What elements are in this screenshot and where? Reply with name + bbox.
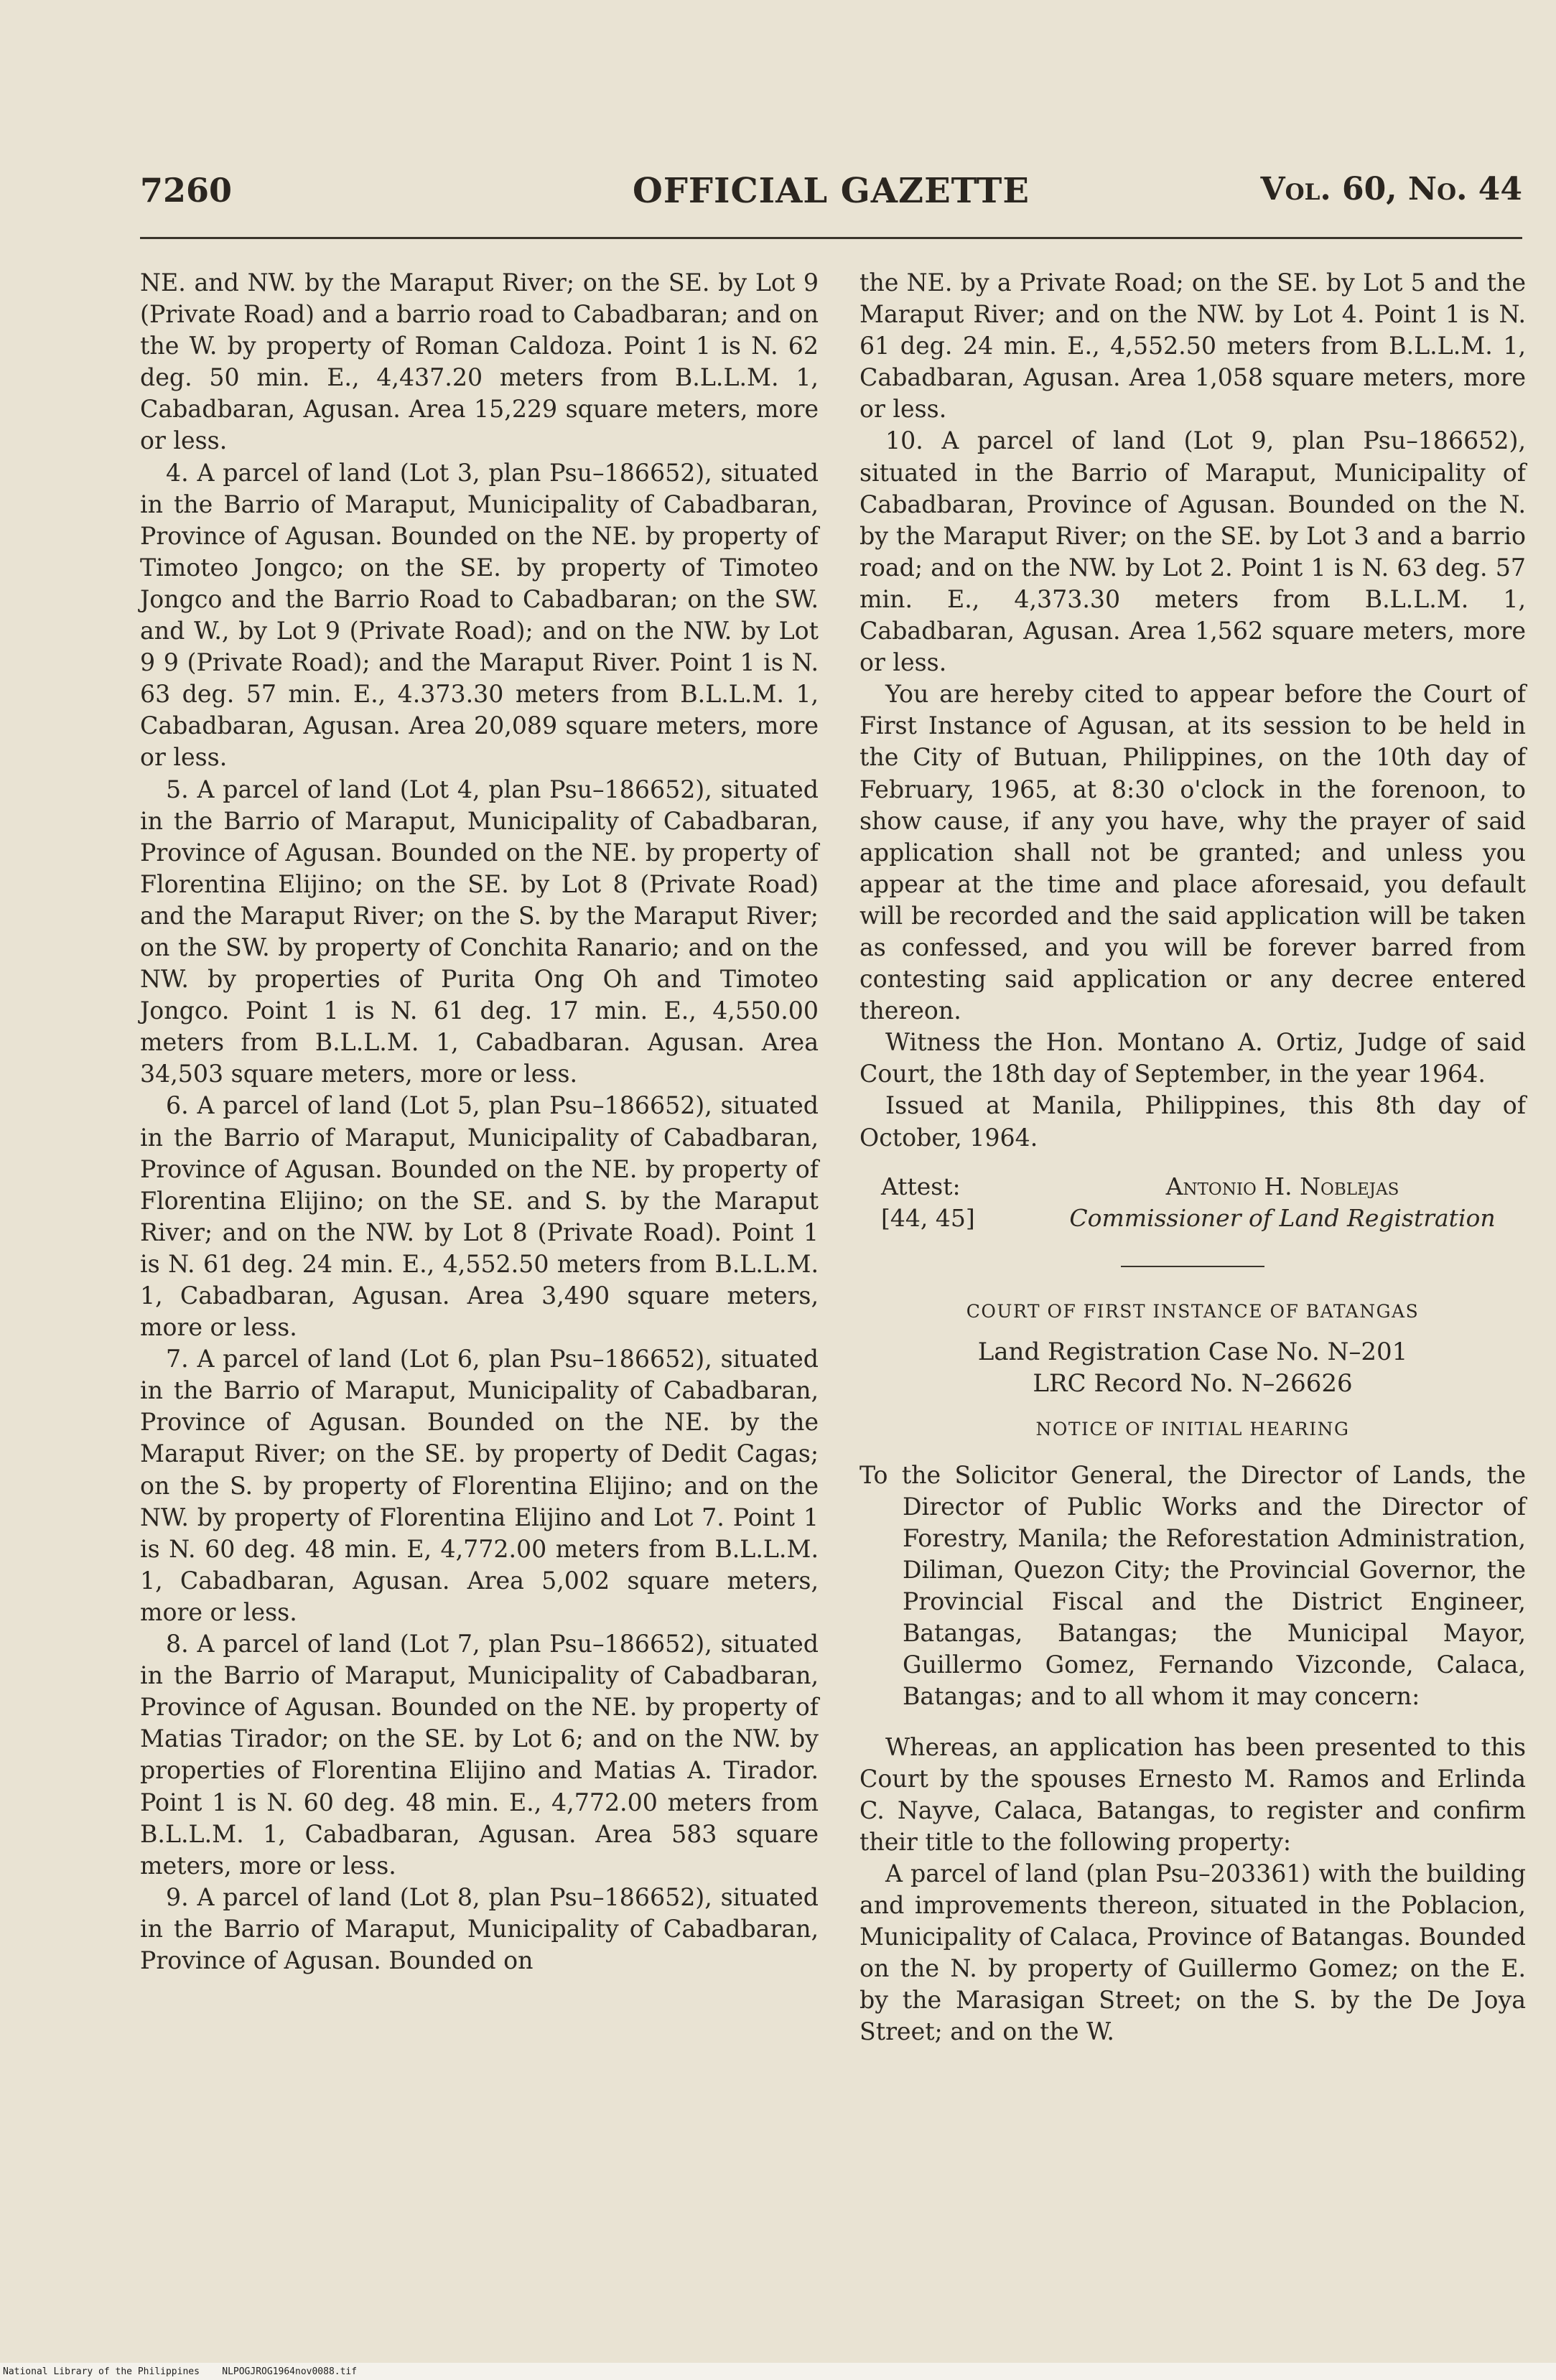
issue-reference: [44, 45] — [881, 1203, 975, 1232]
paragraph: 9. A parcel of land (Lot 8, plan Psu–186652), situated in the Barrio of Maraput, Municipality of Cabadbaran, Province of Agusan. Bounded on — [140, 1882, 819, 1974]
page-header — [140, 171, 1522, 221]
paragraph: the NE. by a Private Road; on the SE. by Lot 5 and the Maraput River; and on the NW. by Lot 4. Point 1 is N. 61 deg. 24 min. E., 4,552.50 meters from B.L.L.M. 1, Cabadbaran, Agusan. Area 1,058 square meters, more or less. — [859, 269, 1526, 424]
paragraph: 6. A parcel of land (Lot 5, plan Psu–186652), situated in the Barrio of Maraput, Municipality of Cabadbaran, Province of Agusan. Bounded on the NE. by property of Florentina Elijino; on the SE. and S. by the Maraput River; and on the NW. by Lot 8 (Private Road). Point 1 is N. 61 deg. 24 min. E., 4,552.50 meters from B.L.L.M. 1, Cabadbaran, Agusan. Area 3,490 square meters, more or less. — [140, 1091, 819, 1342]
header-rule — [140, 237, 1522, 239]
signer-title: Commissioner of Land Registration — [1069, 1203, 1496, 1232]
paragraph: Issued at Manila, Philippines, this 8th day of October, 1964. — [859, 1091, 1526, 1152]
scan-footer-text — [3, 2366, 357, 2377]
paragraph: 7. A parcel of land (Lot 6, plan Psu–186652), situated in the Barrio of Maraput, Municipality of Cabadbaran, Province of Agusan. Bounded on the NE. by the Maraput River; on the SE. by property of Dedit Cagas; on the S. by property of Florentina Elijino; and on the NW. by property of Florentina Elijino and Lot 7. Point 1 is N. 60 deg. 48 min. E, 4,772.00 meters from B.L.L.M. 1, Cabadbaran, Agusan. Area 5,002 square meters, more or less. — [140, 1345, 819, 1626]
footer-file: NLPOGJROG1964nov0088.tif — [222, 2366, 358, 2377]
left-column — [140, 267, 819, 1977]
page-number: 7260 — [140, 171, 233, 210]
signer-name: Antonio H. Noblejas — [1165, 1172, 1399, 1200]
footer-library: National Library of the Philippines — [3, 2366, 200, 2377]
court-heading: COURT OF FIRST INSTANCE OF BATANGAS — [966, 1300, 1420, 1322]
attest-label: Attest: — [881, 1172, 961, 1200]
publication-title: OFFICIAL GAZETTE — [633, 171, 1030, 211]
paragraph: You are hereby cited to appear before the Court of First Instance of Agusan, at its session to be held in the City of Butuan, Philippines, on the 10th day of February, 1965, at 8:30 o'clock in the forenoon, to show cause, if any you have, why the prayer of said application shall not be granted; and unless you appear at the time and place aforesaid, you default will be recorded and the said application will be taken as confessed, and you will be forever barred from contesting said application or any decree entered thereon. — [859, 680, 1526, 1025]
addressees-paragraph: To the Solicitor General, the Director of Lands, the Director of Public Works and the Director of Forestry, Manila; the Reforestation Administration, Diliman, Quezon City; the Provincial Governor, the Provincial Fiscal and the District Engineer, Batangas, Batangas; the Municipal Mayor, Guillermo Gomez, Fernando Vizconde, Calaca, Batangas; and to all whom it may concern: — [859, 1460, 1526, 1711]
paragraph: A parcel of land (plan Psu–203361) with the building and improvements thereon, situated in the Poblacion, Municipality of Calaca, Province of Batangas. Bounded on the N. by property of Guillermo Gomez; on the E. by the Marasigan Street; on the S. by the De Joya Street; and on the W. — [859, 1859, 1526, 2046]
record-number: LRC Record No. N–26626 — [1033, 1368, 1353, 1398]
paragraph: Whereas, an application has been presented to this Court by the spouses Ernesto M. Ramos and Erlinda C. Nayve, Calaca, Batangas, to register and confirm their title to the following property: — [859, 1732, 1526, 1856]
paragraph: Witness the Hon. Montano A. Ortiz, Judge of said Court, the 18th day of September, in the year 1964. — [859, 1028, 1526, 1088]
volume-number: Vol. 60, No. 44 — [1260, 171, 1522, 207]
notice-heading: NOTICE OF INITIAL HEARING — [1035, 1418, 1350, 1439]
section-divider — [1121, 1266, 1264, 1267]
paragraph: 10. A parcel of land (Lot 9, plan Psu–186652), situated in the Barrio of Maraput, Municipality of Cabadbaran, Province of Agusan. Bounded on the N. by the Maraput River; on the SE. by Lot 3 and a barrio road; and on the NW. by Lot 2. Point 1 is N. 63 deg. 57 min. E., 4,373.30 meters from B.L.L.M. 1, Cabadbaran, Agusan. Area 1,562 square meters, more or less. — [859, 426, 1526, 677]
paragraph: 4. A parcel of land (Lot 3, plan Psu–186652), situated in the Barrio of Maraput, Municipality of Cabadbaran, Province of Agusan. Bounded on the NE. by property of Timoteo Jongco; on the SE. by property of Timoteo Jongco and the Barrio Road to Cabadbaran; on the SW. and W., by Lot 9 (Private Road); and on the NW. by Lot 9 9 (Private Road); and the Maraput River. Point 1 is N. 63 deg. 57 min. E., 4.373.30 meters from B.L.L.M. 1, Cabadbaran, Agusan. Area 20,089 square meters, more or less. — [140, 458, 819, 772]
paragraph: NE. and NW. by the Maraput River; on the SE. by Lot 9 (Private Road) and a barrio road to Cabadbaran; and on the W. by property of Roman Caldoza. Point 1 is N. 62 deg. 50 min. E., 4,437.20 meters from B.L.L.M. 1, Cabadbaran, Agusan. Area 15,229 square meters, more or less. — [140, 269, 819, 455]
paragraph: 5. A parcel of land (Lot 4, plan Psu–186652), situated in the Barrio of Maraput, Municipality of Cabadbaran, Province of Agusan. Bounded on the NE. by property of Florentina Elijino; on the SE. by Lot 8 (Private Road) and the Maraput River; on the S. by the Maraput River; on the SW. by property of Conchita Ranario; and on the NW. by properties of Purita Ong Oh and Timoteo Jongco. Point 1 is N. 61 deg. 17 min. E., 4,550.00 meters from B.L.L.M. 1, Cabadbaran. Agusan. Area 34,503 square meters, more or less. — [140, 775, 819, 1088]
paragraph: 8. A parcel of land (Lot 7, plan Psu–186652), situated in the Barrio of Maraput, Municipality of Cabadbaran, Province of Agusan. Bounded on the NE. by property of Matias Tirador; on the SE. by Lot 6; and on the NW. by properties of Florentina Elijino and Matias A. Tirador. Point 1 is N. 60 deg. 48 min. E., 4,772.00 meters from B.L.L.M. 1, Cabadbaran, Agusan. Area 583 square meters, more or less. — [140, 1630, 819, 1880]
right-column — [859, 267, 1526, 2048]
case-number: Land Registration Case No. N–201 — [977, 1337, 1408, 1366]
attestation-block — [859, 1171, 1526, 1234]
